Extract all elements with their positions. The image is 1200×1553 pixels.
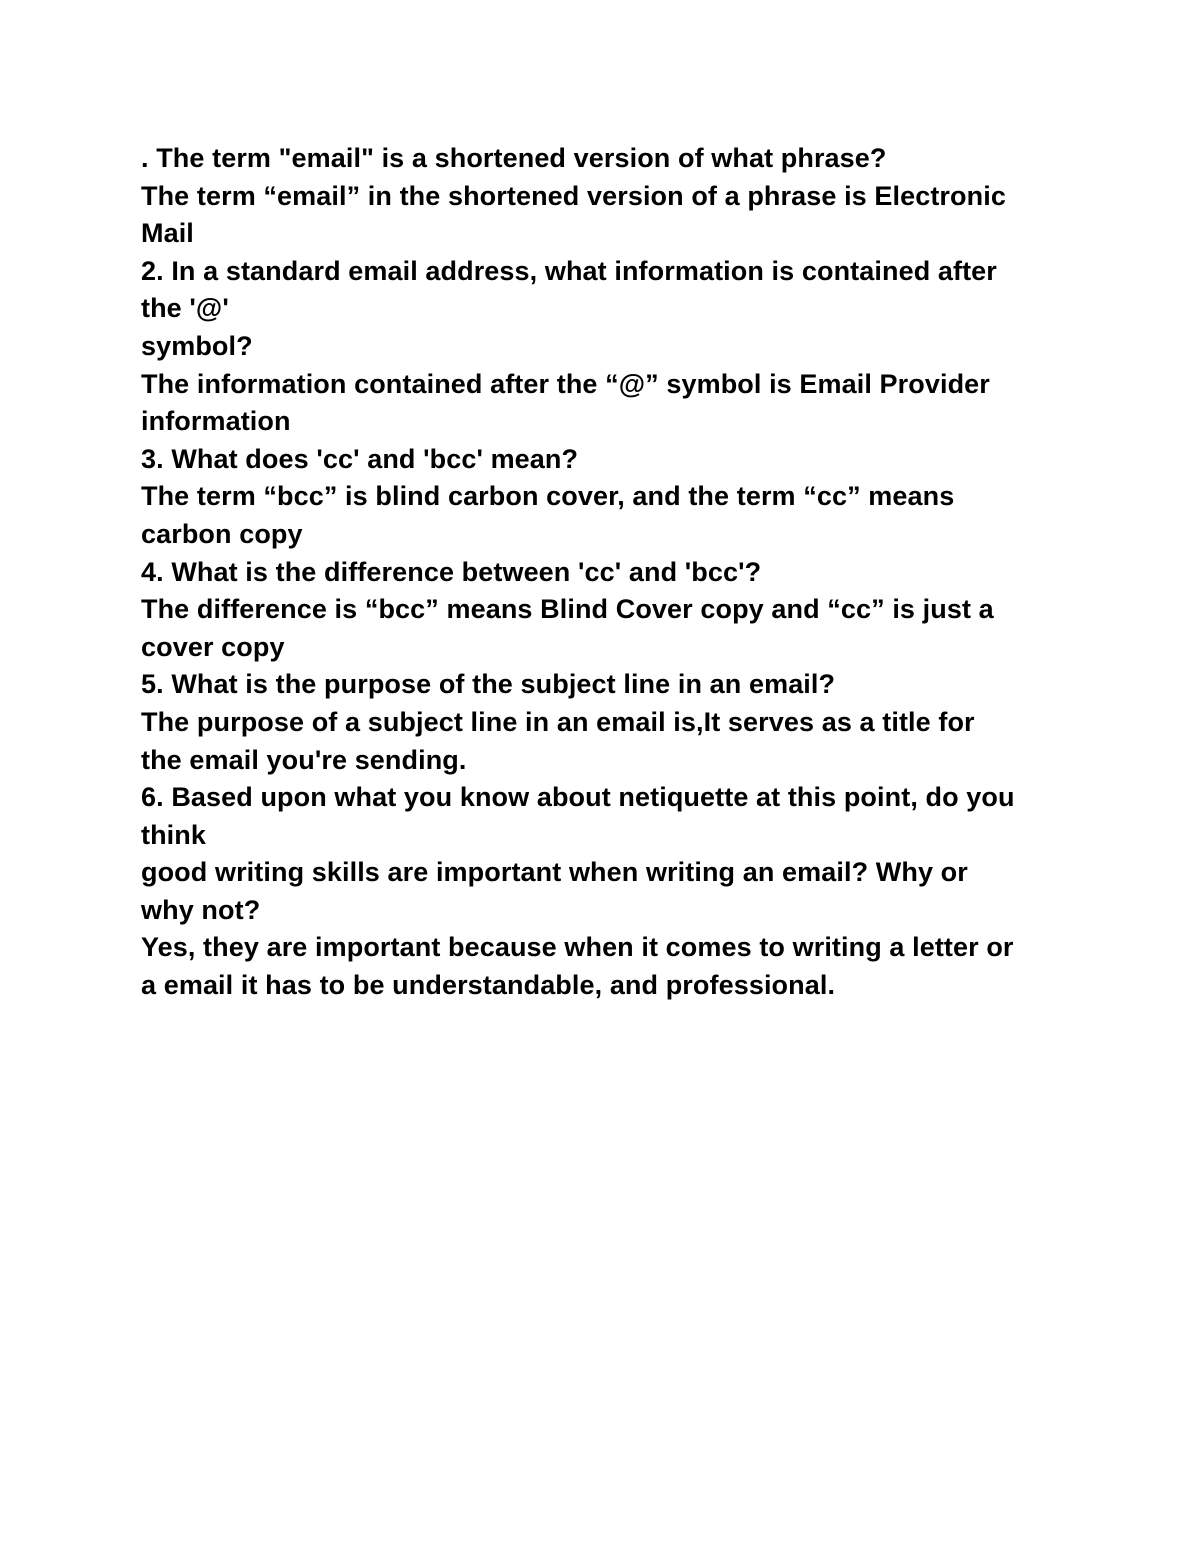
question-6-text: 6. Based upon what you know about netiquette at this point, do you bbox=[141, 782, 1015, 813]
answer-6-text: Yes, they are important because when it comes to writing a letter or bbox=[141, 932, 1014, 963]
question-6-text-cont: why not? bbox=[141, 894, 261, 925]
answer-4-text-cont: cover copy bbox=[141, 631, 285, 662]
answer-5-text: The purpose of a subject line in an email is,It serves as a title for bbox=[141, 706, 975, 737]
question-1-text: . The term "email" is a shortened version of what phrase? bbox=[141, 143, 887, 173]
answer-1-text-cont: Mail bbox=[141, 218, 194, 249]
answer-2-text-cont: information bbox=[141, 406, 291, 437]
question-2-text-cont: symbol? bbox=[141, 330, 253, 361]
question-3-text: 3. What does 'cc' and 'bcc' mean? bbox=[141, 443, 579, 474]
question-2-text-cont: the '@' bbox=[141, 293, 229, 324]
answer-3-text: The term “bcc” is blind carbon cover, and the term “cc” means bbox=[141, 481, 955, 512]
question-4-text: 4. What is the difference between 'cc' and 'bcc'? bbox=[141, 556, 762, 587]
answer-2-text: The information contained after the “@” symbol is Email Provider bbox=[141, 368, 990, 399]
answer-4-text: The difference is “bcc” means Blind Cover copy and “cc” is just a bbox=[141, 594, 994, 625]
answer-6-text-cont: a email it has to be understandable, and professional. bbox=[141, 970, 836, 1001]
question-2-text: 2. In a standard email address, what information is contained after bbox=[141, 255, 997, 286]
answer-3-text-cont: carbon copy bbox=[141, 518, 303, 549]
answer-5-text-cont: the email you're sending. bbox=[141, 744, 467, 775]
question-6-text-cont: think bbox=[141, 819, 206, 850]
question-5-text: 5. What is the purpose of the subject line in an email? bbox=[141, 669, 836, 700]
document-body bbox=[141, 140, 1081, 1005]
question-6-text-cont: good writing skills are important when writing an email? Why or bbox=[141, 857, 968, 888]
answer-1-text: The term “email” in the shortened version of a phrase is Electronic bbox=[141, 180, 1006, 211]
